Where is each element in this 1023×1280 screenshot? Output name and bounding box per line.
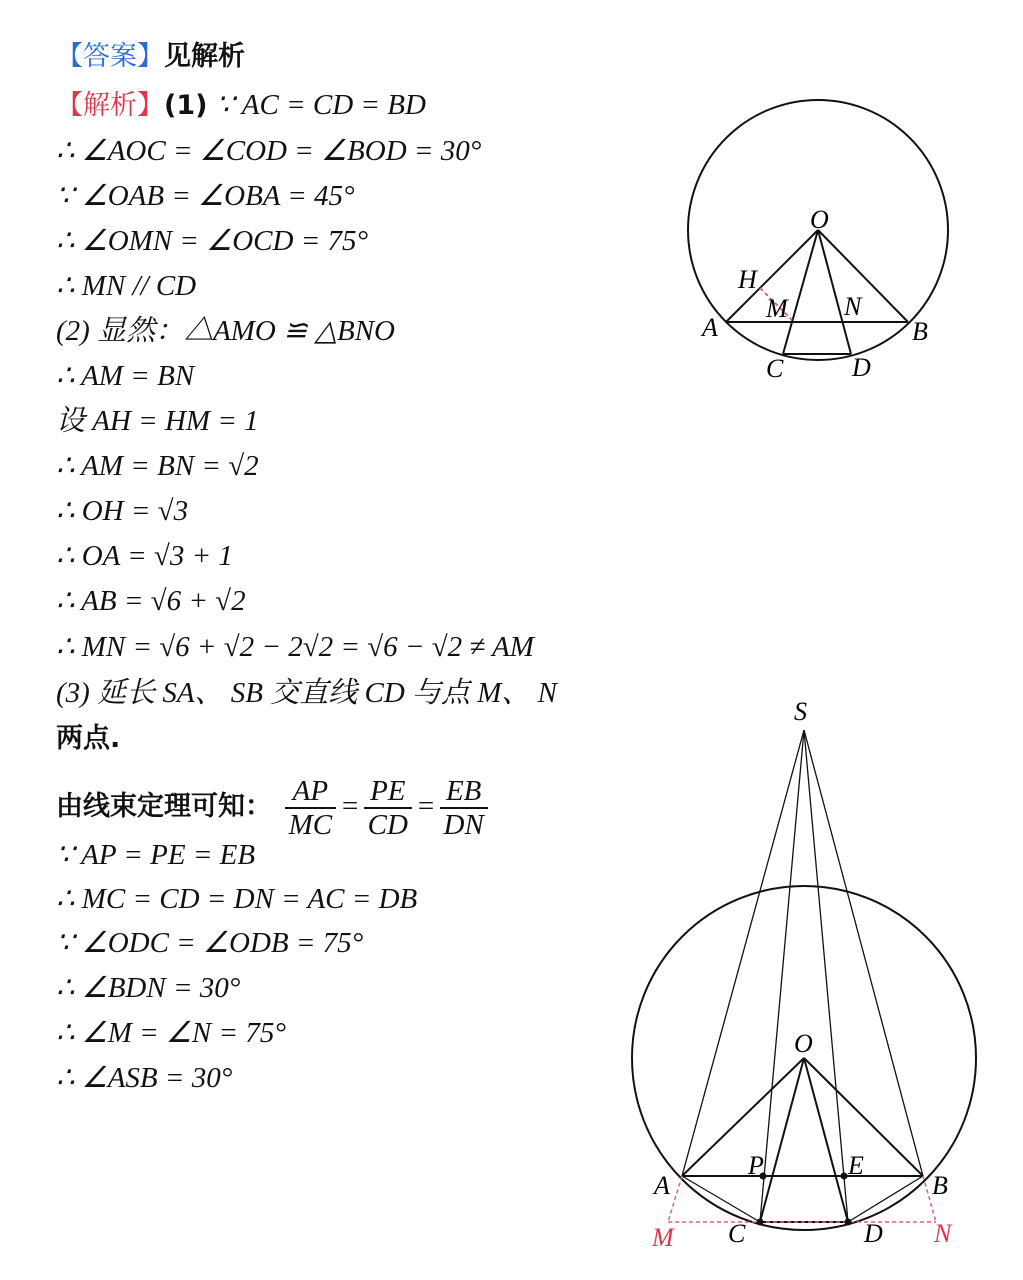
line-17: ∴ MC = CD = DN = AC = DB	[56, 883, 418, 915]
label-a: A	[702, 313, 718, 342]
label-h: H	[738, 265, 757, 294]
answer-line	[56, 40, 245, 74]
line-2: ∵ ∠OAB = ∠OBA = 45°	[56, 180, 355, 212]
line-13: (3) 延长 SA、 SB 交直线 CD 与点 M、 N	[56, 677, 558, 709]
label-c-2: C	[728, 1219, 746, 1248]
line-18: ∵ ∠ODC = ∠ODB = 75°	[56, 927, 364, 959]
label-b: B	[912, 317, 928, 346]
line-5: (2) 显然：△AMO ≌ △BNO	[56, 315, 395, 347]
line-19: ∴ ∠BDN = 30°	[56, 972, 241, 1004]
label-o: O	[810, 205, 829, 234]
label-n: N	[844, 292, 862, 321]
line-16: ∵ AP = PE = EB	[56, 839, 256, 871]
line-10: ∴ OA = √3 + 1	[56, 540, 233, 572]
line-9: ∴ OH = √3	[56, 495, 189, 527]
fraction-line: 由线束定理可知： $\frac{AP}{MC}$ = $\frac{PE}{CD}$ = $\frac{EB}{DN}$	[56, 766, 492, 847]
line-6: ∴ AM = BN	[56, 360, 195, 392]
line-4: ∴ MN // CD	[56, 270, 197, 302]
label-n-2: N	[934, 1219, 952, 1248]
label-s: S	[794, 697, 807, 726]
label-d-2: D	[864, 1219, 883, 1248]
fraction-pe-cd: $\frac{PE}{CD}$	[364, 775, 412, 841]
label-o-2: O	[794, 1029, 813, 1058]
line-3: ∴ ∠OMN = ∠OCD = 75°	[56, 225, 369, 257]
line-8: ∴ AM = BN = √2	[56, 450, 259, 482]
label-c: C	[766, 354, 784, 383]
label-m-2: M	[652, 1223, 674, 1252]
fraction-ap-mc: $\frac{AP}{MC}$	[285, 775, 337, 841]
analysis-tag: 【解析】	[56, 90, 164, 121]
label-d: D	[852, 353, 871, 382]
label-a-2: A	[654, 1171, 670, 1200]
line-7: 设 AH = HM = 1	[56, 405, 259, 437]
line-11: ∴ AB = √6 + √2	[56, 585, 246, 617]
fraction-eb-dn: $\frac{EB}{DN}$	[440, 775, 488, 841]
line-0: ∵ AC = CD = BD	[216, 89, 426, 121]
part1-label: (1)	[164, 90, 208, 121]
line-1: ∴ ∠AOC = ∠COD = ∠BOD = 30°	[56, 135, 482, 167]
label-e: E	[848, 1151, 864, 1180]
line-14: 两点.	[56, 723, 121, 754]
analysis-line	[56, 88, 426, 123]
line-12: ∴ MN = √6 + √2 − 2√2 = √6 − √2 ≠ AM	[56, 631, 534, 663]
label-m: M	[766, 294, 788, 323]
line-15: 由线束定理可知：	[56, 791, 272, 822]
line-20: ∴ ∠M = ∠N = 75°	[56, 1017, 286, 1049]
figure-2	[620, 690, 1000, 1260]
label-b-2: B	[932, 1171, 948, 1200]
label-p: P	[748, 1151, 764, 1180]
answer-text: 见解析	[164, 41, 245, 72]
line-21: ∴ ∠ASB = 30°	[56, 1062, 233, 1094]
answer-tag: 【答案】	[56, 41, 164, 72]
figure-1	[680, 90, 970, 390]
